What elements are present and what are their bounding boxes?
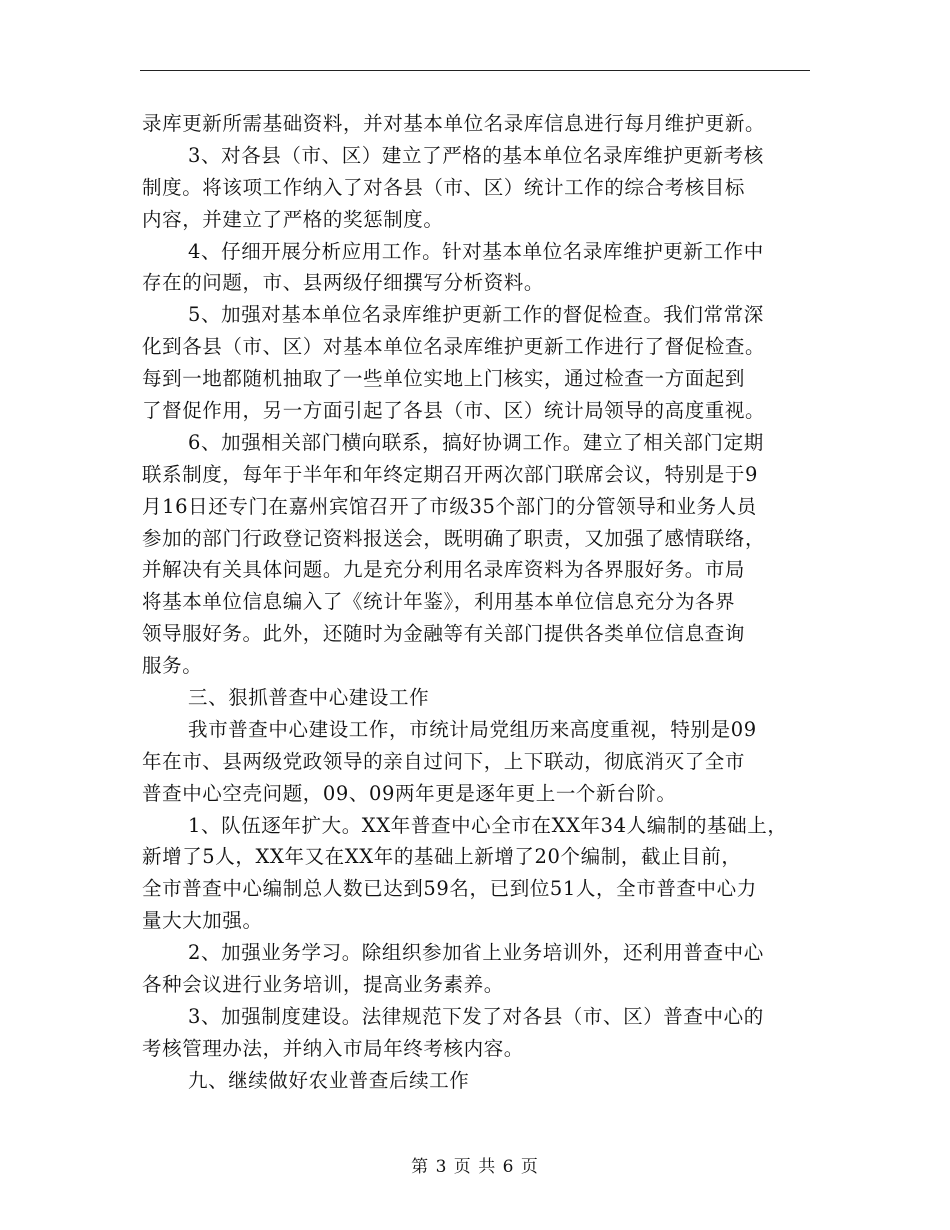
text-line: 参加的部门行政登记资料报送会，既明确了职责，又加强了感情联络， [142, 526, 766, 550]
page-footer: 第 3 页 共 6 页 [411, 1157, 539, 1177]
document-body [142, 108, 810, 1097]
text-line: 存在的问题，市、县两级仔细撰写分析资料。 [142, 271, 545, 295]
text-line: 4、仔细开展分析应用工作。针对基本单位名录库维护更新工作中 [188, 239, 764, 263]
text-line: 普查中心空壳问题，09、09两年更是逐年更上一个新台阶。 [142, 781, 677, 805]
text-line: 制度。将该项工作纳入了对各县（市、区）统计工作的综合考核目标 [142, 175, 746, 199]
text-line: 6、加强相关部门横向联系，搞好协调工作。建立了相关部门定期 [188, 430, 764, 454]
text-line: 内容，并建立了严格的奖惩制度。 [142, 207, 444, 231]
text-line: 三、狠抓普查中心建设工作 [188, 686, 430, 710]
text-line: 我市普查中心建设工作，市统计局党组历来高度重视，特别是09 [188, 717, 757, 741]
text-line: 了督促作用，另一方面引起了各县（市、区）统计局领导的高度重视。 [142, 399, 766, 423]
text-line: 录库更新所需基础资料，并对基本单位名录库信息进行每月维护更新。 [142, 112, 766, 135]
text-line: 新增了5人，XX年又在XX年的基础上新增了20个编制，截止目前， [142, 845, 742, 869]
text-line: 1、队伍逐年扩大。XX年普查中心全市在XX年34人编制的基础上， [188, 813, 788, 837]
text-line: 每到一地都随机抽取了一些单位实地上门核实，通过检查一方面起到 [142, 367, 746, 391]
text-line: 全市普查中心编制总人数已达到59名，已到位51人，全市普查中心力 [142, 877, 757, 901]
text-line: 联系制度，每年于半年和年终定期召开两次部门联席会议，特别是于9 [142, 462, 759, 486]
text-line: 服务。 [142, 654, 203, 678]
text-line: 3、加强制度建设。法律规范下发了对各县（市、区）普查中心的 [188, 1004, 764, 1028]
text-line: 量大大加强。 [142, 909, 263, 933]
text-line: 化到各县（市、区）对基本单位名录库维护更新工作进行了督促检查。 [142, 335, 766, 359]
text-line: 将基本单位信息编入了《统计年鉴》，利用基本单位信息充分为各界 [142, 590, 736, 614]
text-line: 并解决有关具体问题。九是充分利用名录库资料为各界服好务。市局 [142, 558, 746, 582]
text-line: 3、对各县（市、区）建立了严格的基本单位名录库维护更新考核 [188, 143, 764, 167]
text-line: 月16日还专门在嘉州宾馆召开了市级35个部门的分管领导和业务人员 [142, 494, 757, 518]
text-line: 考核管理办法，并纳入市局年终考核内容。 [142, 1036, 524, 1060]
text-line: 领导服好务。此外，还随时为金融等有关部门提供各类单位信息查询 [142, 622, 746, 646]
text-line: 年在市、县两级党政领导的亲自过问下，上下联动，彻底消灭了全市 [142, 749, 746, 773]
text-line: 各种会议进行业务培训，提高业务素养。 [142, 973, 504, 997]
text-line: 5、加强对基本单位名录库维护更新工作的督促检查。我们常常深 [188, 303, 764, 327]
text-line: 2、加强业务学习。除组织参加省上业务培训外，还利用普查中心 [188, 941, 764, 965]
header-rule [140, 70, 810, 71]
text-line: 九、继续做好农业普查后续工作 [188, 1068, 470, 1092]
